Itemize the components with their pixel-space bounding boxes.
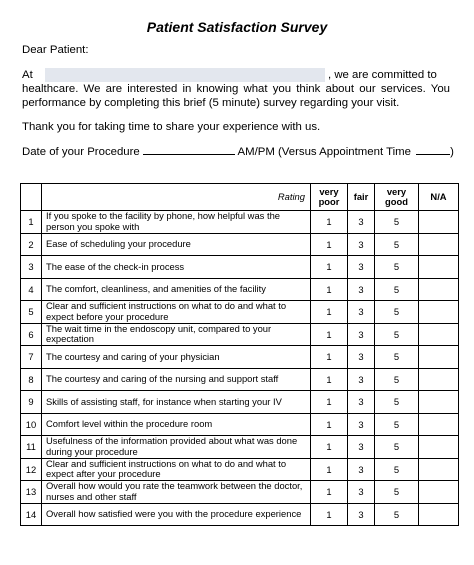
question-number: 6 [21, 323, 42, 346]
rating-fair-cell[interactable]: 3 [348, 301, 375, 324]
versus-close: ) [450, 146, 454, 158]
rating-very-poor-cell[interactable]: 1 [311, 436, 348, 459]
survey-row [21, 346, 459, 369]
header-very-good: very good [375, 184, 419, 211]
rating-very-poor-cell[interactable]: 1 [311, 368, 348, 391]
rating-very-poor-cell[interactable]: 1 [311, 323, 348, 346]
survey-row [21, 391, 459, 414]
question-text: Skills of assisting staff, for instance when starting your IV [42, 391, 311, 414]
question-number: 11 [21, 436, 42, 459]
intro-line-3: performance by completing this brief (5 minute) survey regarding your visit. [22, 97, 400, 109]
rating-fair-cell[interactable]: 3 [348, 256, 375, 279]
question-number: 9 [21, 391, 42, 414]
question-number: 1 [21, 211, 42, 234]
question-number: 10 [21, 413, 42, 436]
survey-row [21, 368, 459, 391]
rating-very-poor-cell[interactable]: 1 [311, 413, 348, 436]
question-number: 7 [21, 346, 42, 369]
rating-na-cell[interactable] [419, 391, 459, 414]
rating-na-cell[interactable] [419, 346, 459, 369]
survey-row [21, 233, 459, 256]
survey-row [21, 278, 459, 301]
rating-na-cell[interactable] [419, 211, 459, 234]
survey-title: Patient Satisfaction Survey [146, 19, 328, 35]
rating-very-good-cell[interactable]: 5 [375, 301, 419, 324]
rating-very-good-cell[interactable]: 5 [375, 323, 419, 346]
rating-na-cell[interactable] [419, 301, 459, 324]
date-label: Date of your Procedure [22, 146, 140, 158]
facility-name-field[interactable] [45, 68, 325, 82]
rating-na-cell[interactable] [419, 256, 459, 279]
question-text: The comfort, cleanliness, and amenities of the facility [42, 278, 311, 301]
question-text: Overall how satisfied were you with the procedure experience [42, 503, 311, 526]
date-line [22, 143, 454, 159]
rating-fair-cell[interactable]: 3 [348, 368, 375, 391]
rating-fair-cell[interactable]: 3 [348, 233, 375, 256]
survey-row [21, 301, 459, 324]
rating-fair-cell[interactable]: 3 [348, 481, 375, 504]
question-text: Ease of scheduling your procedure [42, 233, 311, 256]
greeting: Dear Patient: [22, 44, 89, 56]
question-text: Comfort level within the procedure room [42, 413, 311, 436]
survey-row [21, 458, 459, 481]
rating-very-poor-cell[interactable]: 1 [311, 481, 348, 504]
header-number-cell [21, 184, 42, 211]
question-text: Clear and sufficient instructions on what to do and what to expect before your procedure [42, 301, 311, 324]
question-text: The ease of the check-in process [42, 256, 311, 279]
rating-very-good-cell[interactable]: 5 [375, 278, 419, 301]
question-number: 13 [21, 481, 42, 504]
rating-very-poor-cell[interactable]: 1 [311, 391, 348, 414]
rating-na-cell[interactable] [419, 323, 459, 346]
rating-na-cell[interactable] [419, 278, 459, 301]
rating-very-good-cell[interactable]: 5 [375, 481, 419, 504]
thanks-text: Thank you for taking time to share your experience with us. [22, 121, 321, 133]
rating-na-cell[interactable] [419, 503, 459, 526]
rating-na-cell[interactable] [419, 458, 459, 481]
survey-row [21, 413, 459, 436]
rating-fair-cell[interactable]: 3 [348, 503, 375, 526]
question-number: 5 [21, 301, 42, 324]
rating-fair-cell[interactable]: 3 [348, 346, 375, 369]
question-number: 2 [21, 233, 42, 256]
rating-fair-cell[interactable]: 3 [348, 391, 375, 414]
rating-very-poor-cell[interactable]: 1 [311, 346, 348, 369]
survey-row [21, 481, 459, 504]
rating-very-poor-cell[interactable]: 1 [311, 458, 348, 481]
rating-very-good-cell[interactable]: 5 [375, 458, 419, 481]
intro-after-blank: , we are committed to [328, 69, 437, 81]
survey-table [20, 183, 459, 526]
rating-very-good-cell[interactable]: 5 [375, 368, 419, 391]
procedure-date-field[interactable] [143, 143, 235, 155]
rating-very-poor-cell[interactable]: 1 [311, 211, 348, 234]
survey-row [21, 211, 459, 234]
rating-very-good-cell[interactable]: 5 [375, 391, 419, 414]
rating-fair-cell[interactable]: 3 [348, 323, 375, 346]
rating-very-poor-cell[interactable]: 1 [311, 233, 348, 256]
question-text: The courtesy and caring of the nursing and support staff [42, 368, 311, 391]
rating-fair-cell[interactable]: 3 [348, 436, 375, 459]
question-text: Usefulness of the information provided about what was done during your procedure [42, 436, 311, 459]
intro-paragraph [22, 82, 450, 110]
question-number: 12 [21, 458, 42, 481]
rating-very-good-cell[interactable]: 5 [375, 346, 419, 369]
rating-na-cell[interactable] [419, 368, 459, 391]
question-number: 14 [21, 503, 42, 526]
rating-fair-cell[interactable]: 3 [348, 211, 375, 234]
question-text: The wait time in the endoscopy unit, compared to your expectation [42, 323, 311, 346]
header-very-poor: very poor [311, 184, 348, 211]
rating-very-poor-cell[interactable]: 1 [311, 256, 348, 279]
rating-very-good-cell[interactable]: 5 [375, 436, 419, 459]
rating-na-cell[interactable] [419, 481, 459, 504]
survey-row [21, 436, 459, 459]
question-text: Clear and sufficient instructions on what to do and what to expect after your procedure [42, 458, 311, 481]
rating-very-good-cell[interactable]: 5 [375, 413, 419, 436]
table-header-row [21, 184, 459, 211]
survey-row [21, 503, 459, 526]
header-fair: fair [348, 184, 375, 211]
intro-line-2: healthcare. We are interested in knowing what you think about our services. You [22, 83, 450, 95]
rating-very-poor-cell[interactable]: 1 [311, 503, 348, 526]
versus-label: (Versus Appointment Time [278, 146, 411, 158]
question-text: Overall how would you rate the teamwork between the doctor, nurses and other staff [42, 481, 311, 504]
rating-na-cell[interactable] [419, 233, 459, 256]
header-na: N/A [419, 184, 459, 211]
rating-very-good-cell[interactable]: 5 [375, 256, 419, 279]
ampm-label: AM/PM [237, 146, 275, 158]
rating-header: Rating [42, 184, 311, 211]
rating-na-cell[interactable] [419, 436, 459, 459]
intro-at: At [22, 69, 33, 81]
question-number: 3 [21, 256, 42, 279]
rating-very-poor-cell[interactable]: 1 [311, 301, 348, 324]
rating-fair-cell[interactable]: 3 [348, 458, 375, 481]
appointment-time-field[interactable] [416, 143, 450, 155]
survey-row [21, 323, 459, 346]
rating-very-poor-cell[interactable]: 1 [311, 278, 348, 301]
rating-na-cell[interactable] [419, 413, 459, 436]
rating-fair-cell[interactable]: 3 [348, 413, 375, 436]
question-text: If you spoke to the facility by phone, how helpful was the person you spoke with [42, 211, 311, 234]
question-number: 4 [21, 278, 42, 301]
rating-very-good-cell[interactable]: 5 [375, 503, 419, 526]
rating-fair-cell[interactable]: 3 [348, 278, 375, 301]
question-text: The courtesy and caring of your physician [42, 346, 311, 369]
question-number: 8 [21, 368, 42, 391]
rating-very-good-cell[interactable]: 5 [375, 211, 419, 234]
survey-row [21, 256, 459, 279]
rating-very-good-cell[interactable]: 5 [375, 233, 419, 256]
